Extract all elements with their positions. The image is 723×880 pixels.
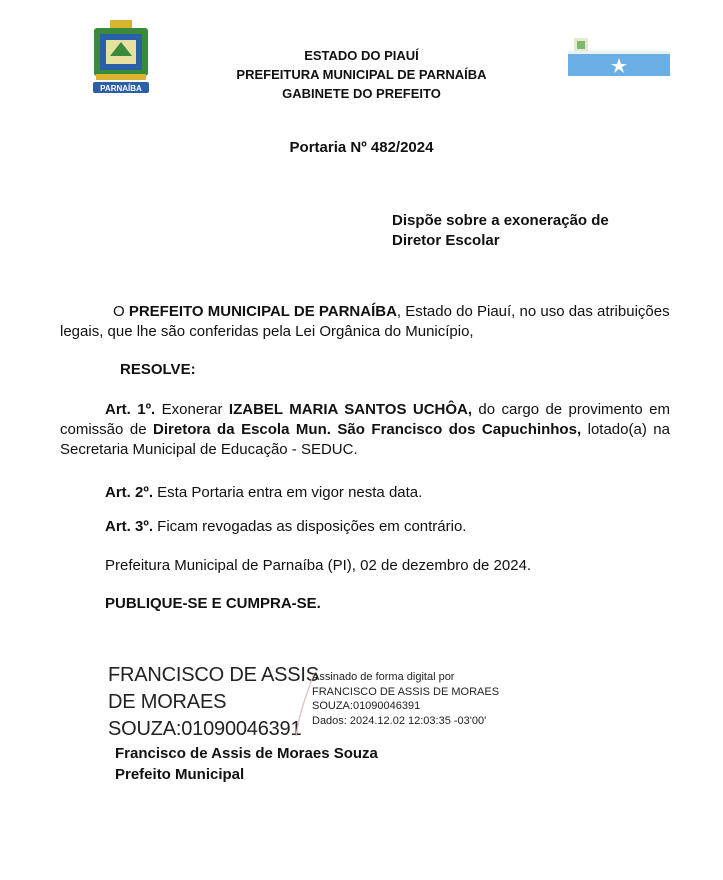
- art3-text: Ficam revogadas as disposições em contrário.: [153, 518, 467, 535]
- sig-info2: FRANCISCO DE ASSIS DE MORAES: [312, 685, 500, 698]
- signer-name: Francisco de Assis de Moraes Souza: [115, 745, 378, 762]
- ementa-line2: Diretor Escolar: [392, 232, 500, 249]
- article-2: [105, 483, 422, 503]
- ementa: [392, 211, 652, 251]
- intro-paragraph: [60, 302, 670, 342]
- document-title: Portaria Nº 482/2024: [289, 139, 434, 156]
- article-3: [105, 517, 466, 537]
- publique-line: PUBLIQUE-SE E CUMPRA-SE.: [105, 595, 321, 612]
- intro-prefix: O: [113, 303, 129, 320]
- sig-info4: Dados: 2024.12.02 12:03:35 -03'00': [312, 714, 487, 727]
- article-1: [60, 400, 670, 460]
- signer-block: [115, 743, 378, 785]
- sig-name-line2: DE MORAES: [108, 691, 227, 713]
- prefecture-line: PREFEITURA MUNICIPAL DE PARNAÍBA: [236, 67, 487, 82]
- art1-label: Art. 1º.: [105, 401, 156, 418]
- digital-signature-info: [312, 670, 499, 728]
- art2-label: Art. 2º.: [105, 484, 153, 501]
- art1-t3: lotado(a) na Secretaria Municipal de Educação - SEDUC.: [60, 421, 670, 458]
- sig-name-line1: FRANCISCO DE ASSIS: [108, 664, 319, 686]
- sig-info1: Assinado de forma digital por: [312, 671, 455, 683]
- resolve-heading: RESOLVE:: [120, 361, 196, 378]
- art1-name: IZABEL MARIA SANTOS UCHÔA,: [228, 401, 473, 418]
- state-line: ESTADO DO PIAUÍ: [304, 48, 419, 63]
- intro-bold: PREFEITO MUNICIPAL DE PARNAÍBA: [128, 303, 397, 320]
- document-header: [0, 46, 723, 103]
- place-date: Prefeitura Municipal de Parnaíba (PI), 02 de dezembro de 2024.: [105, 557, 532, 574]
- art2-text: Esta Portaria entra em vigor nesta data.: [153, 484, 423, 501]
- sig-info3: SOUZA:01090046391: [312, 700, 421, 712]
- intro-rest: , Estado do Piauí, no uso das atribuições legais, que lhe são conferidas pela Lei Orgânica do Município,: [60, 303, 670, 340]
- crest-label: PARNAÍBA: [100, 84, 142, 93]
- signer-title: Prefeito Municipal: [115, 766, 245, 783]
- ementa-line1: Dispõe sobre a exoneração de: [392, 212, 609, 229]
- office-line: GABINETE DO PREFEITO: [282, 86, 441, 101]
- sig-name-line3: SOUZA:01090046391: [108, 718, 302, 740]
- art3-label: Art. 3º.: [105, 518, 153, 535]
- art1-t2: do cargo de provimento em comissão de: [60, 401, 670, 438]
- art1-role: Diretora da Escola Mun. São Francisco dos Capuchinhos,: [153, 421, 582, 438]
- digital-signature-name: [108, 662, 319, 743]
- art1-t1: Exonerar: [155, 401, 229, 418]
